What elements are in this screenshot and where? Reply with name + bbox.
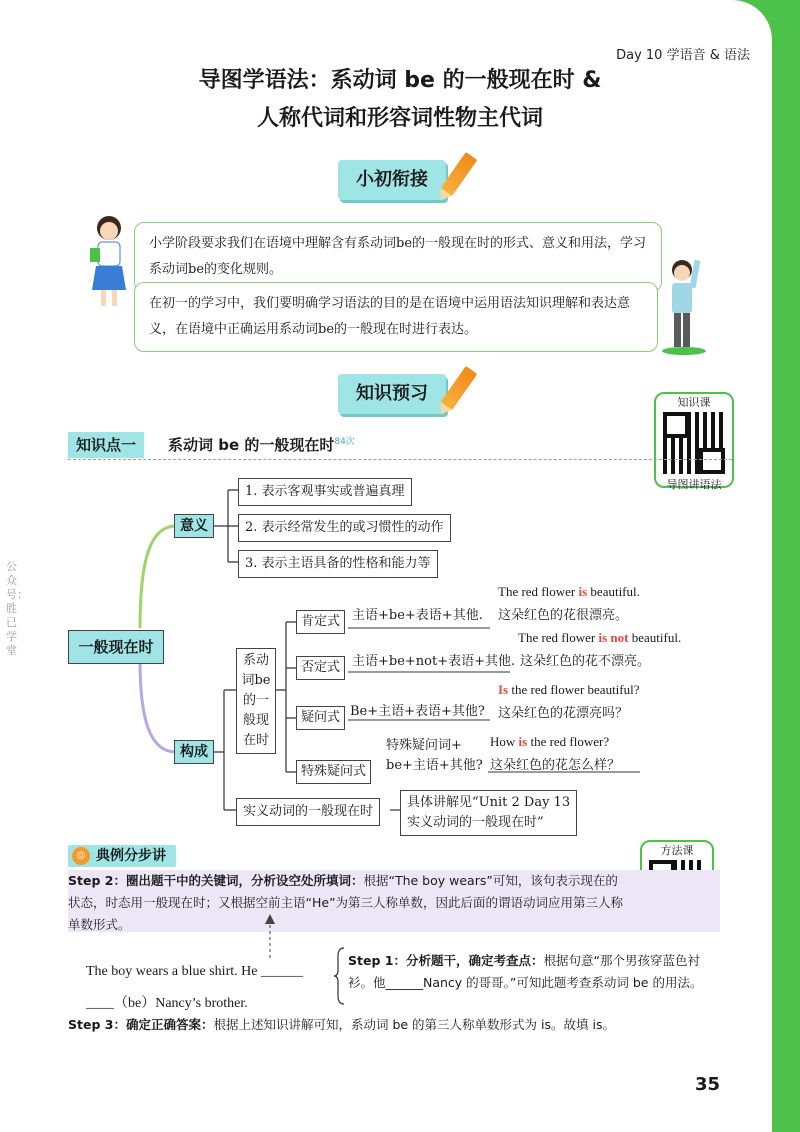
knowledge-point-tag: 知识点一 (68, 432, 144, 458)
title-line-1: 导图学语法：系动词 be 的一般现在时 & (198, 68, 602, 93)
form-question: 疑问式 (296, 706, 345, 730)
reference-box (400, 790, 577, 836)
qr-bottom-label: 导图讲语法 (666, 478, 722, 491)
step1-heading: 分析题干，确定考查点： (405, 953, 544, 968)
reference-line-1: 具体讲解见“Unit 2 Day 13 (407, 795, 571, 810)
step-3 (68, 1014, 728, 1036)
step2-label: Step 2： (68, 873, 126, 888)
reference-line-2: 实义动词的一般现在时” (407, 815, 544, 830)
arrow-icon (264, 914, 276, 958)
side-watermark: 公众号：胜已学堂 (6, 560, 28, 657)
view-count: 84次 (334, 437, 355, 447)
section-banner-preview: 知识预习 (338, 374, 446, 414)
step3-text: 根据上述知识讲解可知，系动词 be 的第三人称单数形式为 is。故填 is。 (213, 1017, 615, 1032)
step3-label: Step 3： (68, 1017, 126, 1032)
brace-icon (334, 946, 346, 1006)
rule-negative: 主语+be+not+表语+其他. (352, 654, 516, 669)
speech-bubble-1: 小学阶段要求我们在语境中理解含有系动词be的一般现在时的形式、意义和用法，学习系动词be的变化规则。 (134, 222, 662, 292)
rule-question: Be+主语+表语+其他? (350, 704, 485, 719)
target-icon: ◎ (72, 847, 90, 865)
meaning-item-1: 1. 表示客观事实或普遍真理 (238, 478, 412, 506)
meaning-node: 意义 (174, 514, 214, 538)
example-zh-affirmative: 这朵红色的花很漂亮。 (498, 608, 629, 623)
step1-label: Step 1： (348, 953, 406, 968)
rule-affirmative: 主语+be+表语+其他. (352, 608, 483, 623)
step-1 (348, 950, 718, 994)
speech-bubble-2: 在初一的学习中，我们要明确学习语法的目的是在语境中运用语法知识理解和表达意义，在语境中正确运用系动词be的一般现在时进行表达。 (134, 282, 658, 352)
meaning-item-3: 3. 表示主语具备的性格和能力等 (238, 550, 438, 578)
title-line-2: 人称代词和形容词性物主代词 (256, 106, 543, 131)
example-tag-label: 典例分步讲 (96, 848, 166, 864)
step-2 (68, 870, 628, 936)
page-number: 35 (694, 1074, 720, 1095)
example-zh-question: 这朵红色的花漂亮吗？ (498, 706, 629, 721)
example-en-affirmative: The red flower is beautiful. (498, 584, 640, 599)
section-banner-bridge: 小初衔接 (338, 160, 446, 200)
form-wh-question: 特殊疑问式 (296, 760, 371, 784)
question-line-2: ____（be）Nancy’s brother. (86, 996, 248, 1011)
meaning-item-2: 2. 表示经常发生的或习惯性的动作 (238, 514, 451, 542)
qr-label: 方法课 (660, 844, 694, 857)
running-head: Day 10 学语音 & 语法 (616, 48, 750, 63)
step1-text: 根据句意“那个男孩穿蓝色衬衫。他______Nancy 的哥哥。”可知此题考查系动词 be 的用法。 (348, 953, 703, 990)
action-verb-box: 实义动词的一般现在时 (236, 798, 380, 826)
example-en-wh-question: How is the red flower? (490, 734, 610, 749)
example-en-question: Is the red flower beautiful? (498, 682, 640, 697)
step3-heading: 确定正确答案： (125, 1017, 214, 1032)
step2-heading: 圈出题干中的关键词，分析设空处所填词： (125, 873, 364, 888)
mindmap-root: 一般现在时 (68, 630, 164, 664)
example-zh-negative: 这朵红色的花不漂亮。 (520, 654, 651, 669)
form-affirmative: 肯定式 (296, 610, 345, 634)
structure-node: 构成 (174, 740, 214, 764)
be-box: 系动词be的一般现在时 (236, 648, 276, 754)
rule-wh-question-2: be+主语+其他? (386, 758, 483, 773)
knowledge-point-title-text: 系动词 be 的一般现在时 (168, 436, 335, 454)
example-en-negative: The red flower is not beautiful. (518, 630, 682, 645)
step2-text: 根据“The boy wears”可知，该句表示现在的状态，时态用一般现在时；又根据空前主语“He”为第三人称单数，因此后面的谓语动词应用第三人称单数形式。 (68, 873, 624, 932)
example-tag (68, 845, 176, 867)
form-negative: 否定式 (296, 656, 345, 680)
question-line-1: The boy wears a blue shirt. He ______ (86, 964, 303, 979)
qr-top-label: 知识课 (677, 396, 711, 409)
rule-wh-question-1: 特殊疑问词+ (386, 738, 462, 753)
example-zh-wh-question: 这朵红色的花怎么样？ (490, 758, 621, 773)
